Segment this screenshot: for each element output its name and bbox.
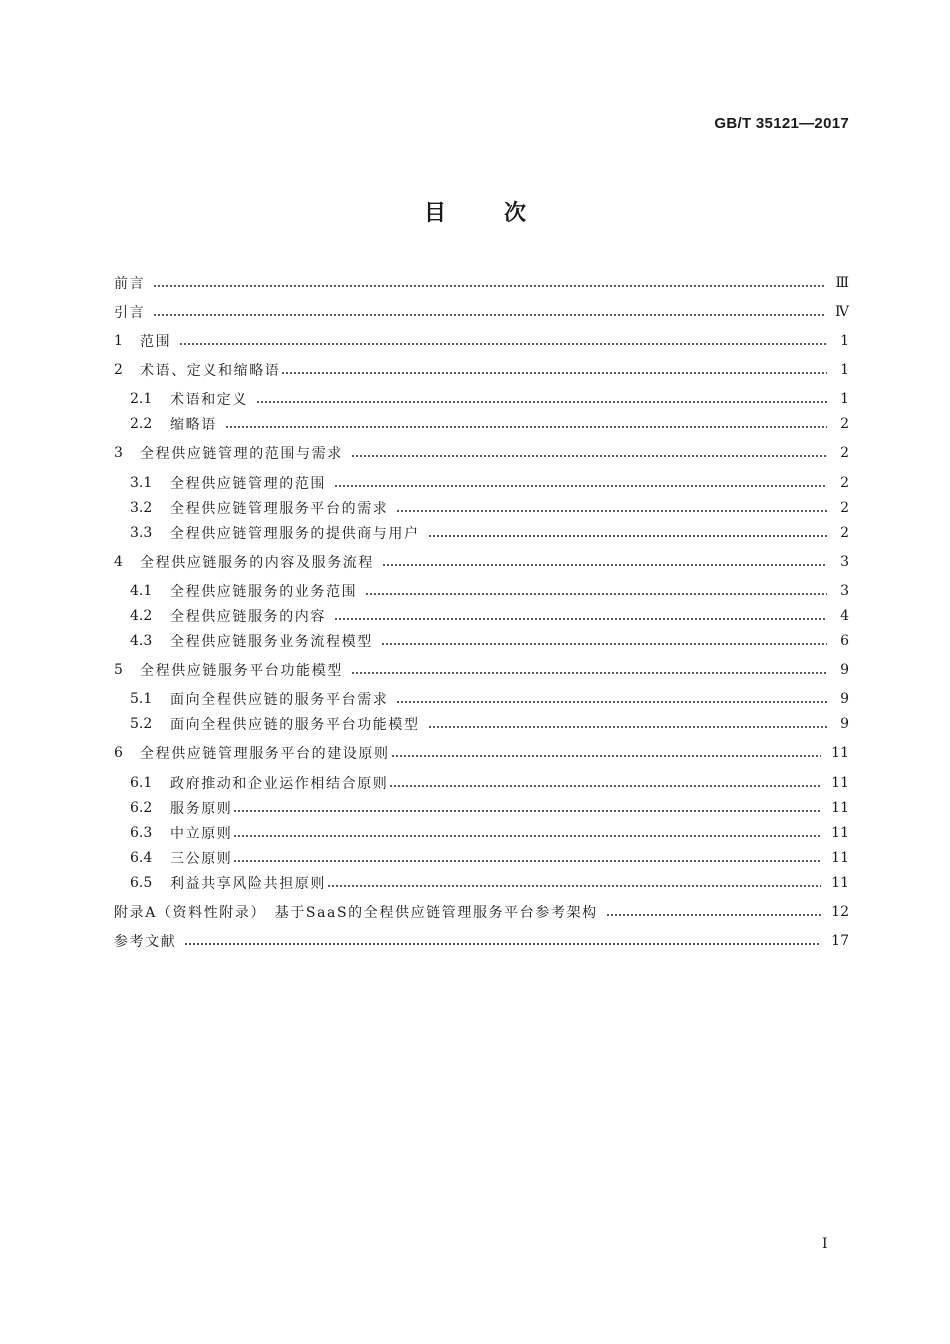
toc-entry-page: 4 — [840, 608, 849, 624]
toc-entry-number: 5.1 — [130, 691, 153, 707]
toc-entry-page: 12 — [831, 904, 849, 920]
toc-entry-label: 全程供应链管理的范围 — [170, 476, 326, 492]
toc-entry[interactable] — [130, 495, 849, 521]
toc-dot-leader — [428, 726, 827, 728]
toc-dot-leader — [381, 643, 827, 645]
toc-entry-number: 4.1 — [130, 583, 153, 599]
toc-entry-label: 政府推动和企业运作相结合原则 — [170, 776, 389, 792]
toc-entry[interactable] — [114, 740, 849, 766]
toc-entry-page: 11 — [831, 850, 849, 866]
toc-entry-number: 4.2 — [130, 608, 153, 624]
toc-entry[interactable] — [114, 357, 849, 383]
toc-entry-number: 6.2 — [130, 800, 153, 816]
toc-entry-page: Ⅲ — [835, 275, 849, 291]
toc-dot-leader — [281, 372, 827, 374]
toc-entry-label: 三公原则 — [170, 851, 233, 867]
toc-entry[interactable] — [130, 845, 849, 871]
toc-entry[interactable] — [114, 657, 849, 683]
toc-entry-page: 17 — [831, 933, 849, 949]
toc-entry-page: 11 — [831, 875, 849, 891]
toc-entry-label: 缩略语 — [170, 417, 217, 433]
toc-entry[interactable] — [130, 578, 849, 604]
toc-dot-leader — [153, 314, 825, 316]
toc-entry-label: 范围 — [140, 334, 172, 350]
toc-dot-leader — [391, 755, 822, 757]
toc-entry-label: 术语、定义和缩略语 — [140, 363, 281, 379]
toc-entry-label: 面向全程供应链的服务平台功能模型 — [170, 717, 420, 733]
toc-entry-page: 3 — [840, 554, 849, 570]
standard-code: GB/T 35121—2017 — [714, 115, 849, 132]
toc-entry-page: 11 — [831, 825, 849, 841]
toc-entry-label: 引言 — [114, 305, 146, 321]
toc-entry-label: 面向全程供应链的服务平台需求 — [170, 692, 389, 708]
toc-entry-page: 2 — [840, 500, 849, 516]
toc-entry-page: 1 — [840, 362, 849, 378]
toc-entry-number: 3.3 — [130, 525, 153, 541]
toc-dot-leader — [256, 401, 827, 403]
toc-entry[interactable] — [130, 795, 849, 821]
toc-entry-page: 9 — [840, 716, 849, 732]
toc-dot-leader — [334, 618, 827, 620]
toc-entry-page: Ⅳ — [835, 304, 849, 320]
toc-entry-number: 6.5 — [130, 875, 153, 891]
toc-entry-page: 1 — [840, 391, 849, 407]
toc-entry[interactable] — [130, 820, 849, 846]
toc-entry-label: 术语和定义 — [170, 392, 248, 408]
toc-dot-leader — [179, 343, 827, 345]
toc-entry[interactable] — [130, 770, 849, 796]
toc-dot-leader — [334, 485, 827, 487]
toc-entry-label: 全程供应链服务业务流程模型 — [170, 634, 373, 650]
toc-entry-label: 利益共享风险共担原则 — [170, 876, 326, 892]
toc-entry[interactable] — [130, 470, 849, 496]
toc-entry-label: 参考文献 — [114, 934, 177, 950]
toc-entry-page: 11 — [831, 800, 849, 816]
toc-dot-leader — [233, 860, 821, 862]
toc-entry[interactable] — [114, 328, 849, 354]
toc-dot-leader — [153, 285, 825, 287]
toc-entry-number: 5 — [114, 662, 123, 678]
toc-dot-leader — [351, 672, 827, 674]
toc-entry-number: 3.1 — [130, 475, 153, 491]
toc-entry-page: 11 — [831, 775, 849, 791]
toc-entry-number: 4.3 — [130, 633, 153, 649]
toc-entry[interactable] — [114, 440, 849, 466]
toc-entry-number: 4 — [114, 554, 123, 570]
toc-entry[interactable] — [130, 411, 849, 437]
toc-dot-leader — [382, 564, 827, 566]
toc-entry-page: 11 — [831, 745, 849, 761]
toc-entry-label: 全程供应链管理服务的提供商与用户 — [170, 526, 420, 542]
toc-entry[interactable] — [114, 928, 849, 954]
toc-entry-label: 中立原则 — [170, 826, 233, 842]
toc-entry-page: 6 — [840, 633, 849, 649]
toc-entry[interactable] — [130, 628, 849, 654]
toc-dot-leader — [225, 426, 827, 428]
toc-entry-label: 全程供应链服务平台功能模型 — [140, 663, 343, 679]
toc-entry-label: 全程供应链服务的内容及服务流程 — [140, 555, 374, 571]
toc-entry[interactable] — [130, 520, 849, 546]
toc-entry-number: 6 — [114, 745, 123, 761]
toc-entry[interactable] — [114, 299, 849, 325]
toc-entry-number: 3 — [114, 445, 123, 461]
toc-entry-label: 全程供应链服务的业务范围 — [170, 584, 358, 600]
toc-dot-leader — [606, 914, 821, 916]
toc-dot-leader — [233, 810, 821, 812]
toc-entry[interactable] — [114, 270, 849, 296]
toc-entry[interactable] — [130, 386, 849, 412]
toc-entry[interactable] — [130, 686, 849, 712]
toc-entry-page: 2 — [840, 445, 849, 461]
toc-entry-label: 服务原则 — [170, 801, 233, 817]
toc-entry-page: 9 — [840, 691, 849, 707]
toc-entry-page: 3 — [840, 583, 849, 599]
toc-dot-leader — [396, 510, 827, 512]
toc-entry-page: 2 — [840, 475, 849, 491]
toc-entry-label: 全程供应链管理服务平台的需求 — [170, 501, 389, 517]
toc-entry-number: 2 — [114, 362, 123, 378]
toc-entry-label: 全程供应链管理的范围与需求 — [140, 446, 343, 462]
toc-dot-leader — [233, 835, 821, 837]
toc-entry-number: 5.2 — [130, 716, 153, 732]
toc-entry-number: 6.3 — [130, 825, 153, 841]
toc-entry-number: 6.4 — [130, 850, 153, 866]
toc-entry-number: 1 — [114, 333, 123, 349]
toc-dot-leader — [396, 701, 827, 703]
toc-dot-leader — [184, 943, 821, 945]
toc-entry-label: 全程供应链管理服务平台的建设原则 — [140, 746, 390, 762]
toc-entry-page: 2 — [840, 416, 849, 432]
toc-entry[interactable] — [114, 899, 849, 925]
footer-page-number: Ⅰ — [822, 1236, 828, 1252]
toc-entry-number: 2.1 — [130, 391, 153, 407]
toc-entry-page: 1 — [840, 333, 849, 349]
toc-entry-page: 2 — [840, 525, 849, 541]
toc-entry[interactable] — [130, 603, 849, 629]
toc-entry[interactable] — [114, 549, 849, 575]
toc-entry-label: 附录A（资料性附录） 基于SaaS的全程供应链管理服务平台参考架构 — [114, 905, 598, 921]
toc-entry[interactable] — [130, 870, 849, 896]
toc-dot-leader — [327, 885, 821, 887]
toc-entry-number: 2.2 — [130, 416, 153, 432]
page-title: 目次 — [423, 201, 584, 226]
toc-entry-label: 前言 — [114, 276, 146, 292]
toc-dot-leader — [389, 785, 821, 787]
toc-entry-number: 6.1 — [130, 775, 153, 791]
toc-dot-leader — [351, 455, 827, 457]
toc-dot-leader — [428, 535, 827, 537]
toc-entry[interactable] — [130, 711, 849, 737]
toc-dot-leader — [365, 593, 827, 595]
toc-entry-page: 9 — [840, 662, 849, 678]
toc-entry-number: 3.2 — [130, 500, 153, 516]
toc-entry-label: 全程供应链服务的内容 — [170, 609, 326, 625]
